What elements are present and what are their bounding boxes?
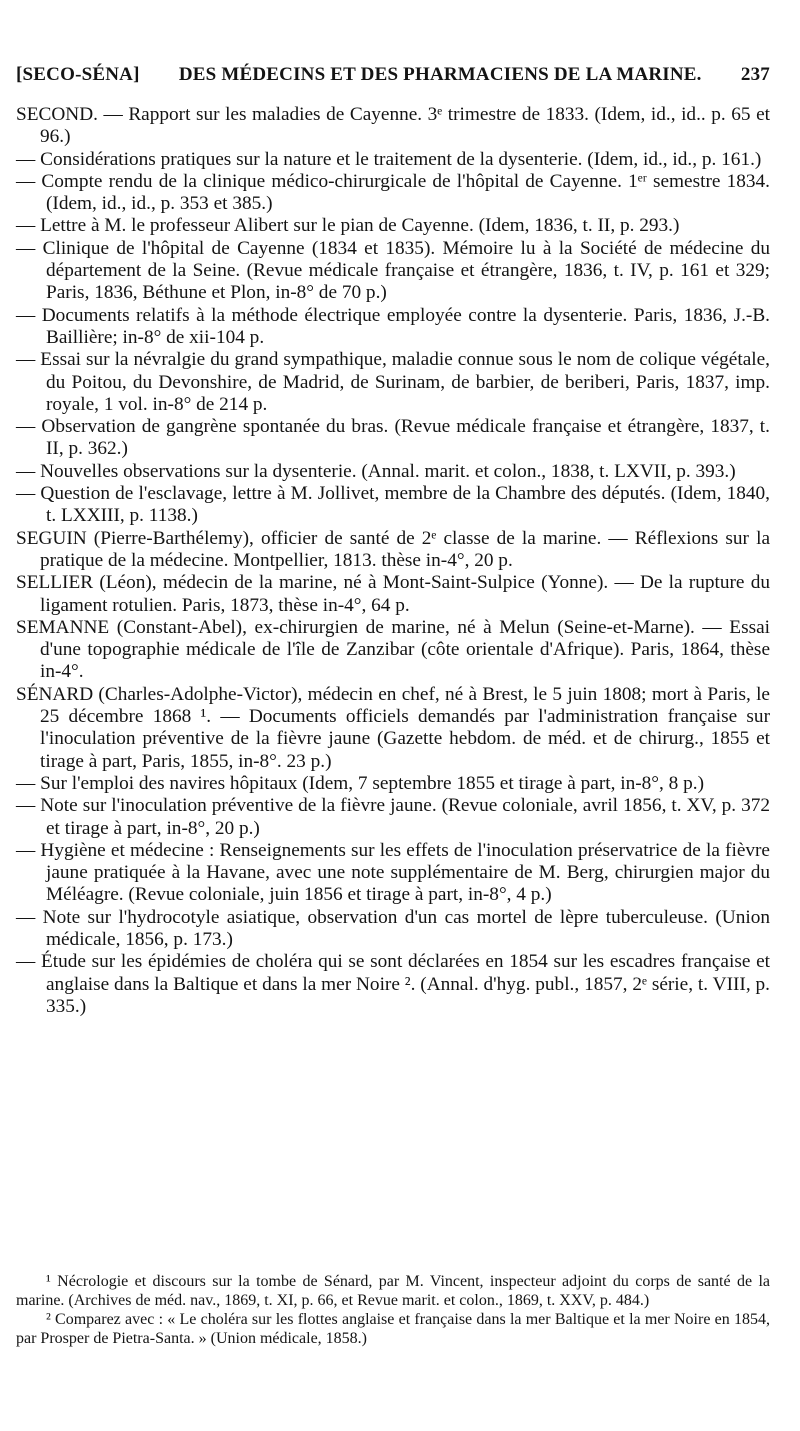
entry-senard-sub: — Sur l'emploi des navires hôpitaux (Idem, 7 septembre 1855 et tirage à part, in-8°, 8 p.) bbox=[16, 772, 704, 794]
entry-seguin: SEGUIN (Pierre-Barthélemy), officier de santé de 2ᵉ classe de la marine. — Réflexions sur la pratique de la médecine. Montpellier, 1813. thèse in-4°, 20 p. bbox=[16, 527, 770, 571]
header-range: [SECO-SÉNA] bbox=[16, 64, 140, 85]
footnote: ¹ Nécrologie et discours sur la tombe de Sénard, par M. Vincent, inspecteur adjoint du corps de santé de la marine. (Archives de méd. nav., 1869, t. XI, p. 66, et Revue marit. et colon., 1869, t. XXV, p. 484.) bbox=[16, 1273, 770, 1309]
entry-second-sub: — Question de l'esclavage, lettre à M. Jollivet, membre de la Chambre des députés. (Idem, 1840, t. LXXIII, p. 1138.) bbox=[16, 483, 770, 527]
entry-senard-head: SÉNARD (Charles-Adolphe-Victor), médecin en chef, né à Brest, le 5 juin 1808; mort à Paris, le 25 décembre 1868 ¹. — Documents officiels demandés par l'administration française sur l'inoculation préventive de la fièvre jaune (Gazette hebdom. de méd. et de chirurg., 1855 et tirage à part, Paris, 1855, in-8°. 23 p.) bbox=[16, 683, 770, 772]
entry-second-sub: — Nouvelles observations sur la dysenterie. (Annal. marit. et colon., 1838, t. LXVII, p. 393.) bbox=[16, 460, 736, 482]
entry-senard-sub: — Note sur l'inoculation préventive de la fièvre jaune. (Revue coloniale, avril 1856, t. XV, p. 372 et tirage à part, in-8°, 20 p.) bbox=[16, 795, 770, 839]
entry-senard-sub: — Étude sur les épidémies de choléra qui se sont déclarées en 1854 sur les escadres française et anglaise dans la Baltique et dans la mer Noire ². (Annal. d'hyg. publ., 1857, 2ᵉ série, t. VIII, p. 335.) bbox=[16, 951, 770, 1017]
entry-second-sub: — Considérations pratiques sur la nature et le traitement de la dysenterie. (Idem, id., id., p. 161.) bbox=[16, 148, 762, 170]
entry-second-sub: — Essai sur la névralgie du grand sympathique, maladie connue sous le nom de colique végétale, du Poitou, du Devonshire, de Madrid, de Surinam, de barbier, de beriberi, Paris, 1837, imp. royale, 1 vol. in-8° de 214 p. bbox=[16, 349, 770, 415]
entry-second-head: SECOND. — Rapport sur les maladies de Cayenne. 3ᵉ trimestre de 1833. (Idem, id., id.. p. 65 et 96.) bbox=[16, 104, 770, 148]
running-head bbox=[16, 64, 770, 98]
entry-sellier: SELLIER (Léon), médecin de la marine, né à Mont-Saint-Sulpice (Yonne). — De la rupture du ligament rotulien. Paris, 1873, thèse in-4°, 64 p. bbox=[16, 572, 770, 616]
entry-second-sub: — Compte rendu de la clinique médico-chirurgicale de l'hôpital de Cayenne. 1ᵉʳ semestre 1834. (Idem, id., id., p. 353 et 385.) bbox=[16, 170, 770, 215]
bibliography-entries bbox=[16, 104, 770, 1018]
entry-second-sub: — Clinique de l'hôpital de Cayenne (1834 et 1835). Mémoire lu à la Société de médecine du département de la Seine. (Revue médicale française et étrangère, 1836, t. IV, p. 161 et 329; Paris, 1836, Béthune et Plon, in-8° de 70 p.) bbox=[16, 237, 770, 304]
entry-semanne: SEMANNE (Constant-Abel), ex-chirurgien de marine, né à Melun (Seine-et-Marne). — Essai d'une topographie médicale de l'île de Zanzibar (côte orientale d'Afrique). Paris, 1864, thèse in-4°. bbox=[16, 616, 770, 683]
footnotes bbox=[16, 1272, 770, 1348]
page-number: 237 bbox=[740, 64, 770, 85]
footnote: ² Comparez avec : « Le choléra sur les flottes anglaise et française dans la mer Baltique et la mer Noire en 1854, par Prosper de Pietra-Santa. » (Union médicale, 1858.) bbox=[16, 1311, 770, 1347]
header-title: DES MÉDECINS ET DES PHARMACIENS DE LA MARINE. bbox=[178, 64, 702, 85]
entry-senard-sub: — Note sur l'hydrocotyle asiatique, observation d'un cas mortel de lèpre tuberculeuse. (Union médicale, 1856, p. 173.) bbox=[16, 906, 770, 950]
entry-second-sub: — Observation de gangrène spontanée du bras. (Revue médicale française et étrangère, 1837, t. II, p. 362.) bbox=[16, 416, 770, 460]
entry-second-sub: — Lettre à M. le professeur Alibert sur le pian de Cayenne. (Idem, 1836, t. II, p. 293.) bbox=[16, 215, 680, 237]
entry-second-sub: — Documents relatifs à la méthode électrique employée contre la dysenterie. Paris, 1836, J.-B. Baillière; in-8° de xii-104 p. bbox=[16, 304, 770, 348]
entry-senard-sub: — Hygiène et médecine : Renseignements sur les effets de l'inoculation préservatrice de la fièvre jaune pratiquée à la Havane, avec une note supplémentaire de M. Berg, chirurgien major du Méléagre. (Revue coloniale, juin 1856 et tirage à part, in-8°, 4 p.) bbox=[16, 839, 770, 906]
